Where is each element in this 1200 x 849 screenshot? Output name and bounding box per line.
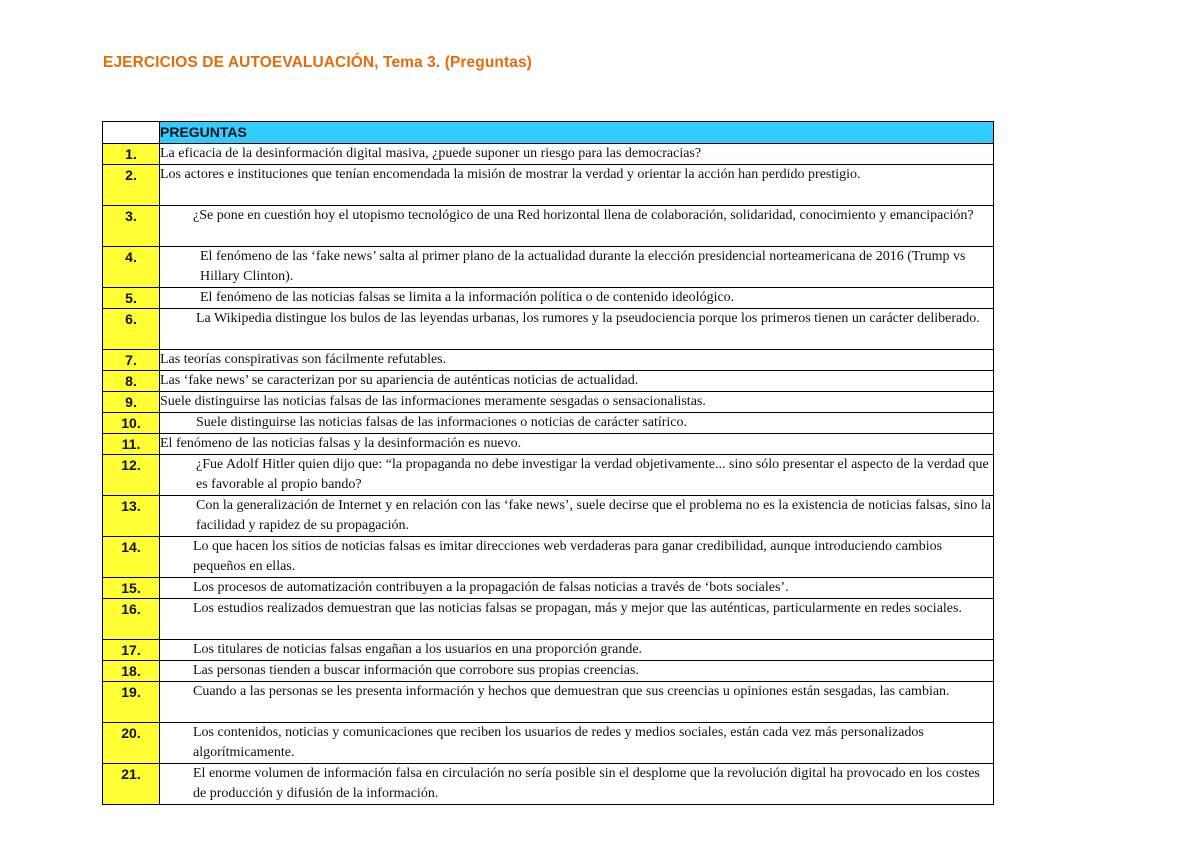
question-number: 5.	[103, 288, 160, 309]
question-text: ¿Fue Adolf Hitler quien dijo que: “la propaganda no debe investigar la verdad objetivamente... sino sólo presentar el aspecto de la verdad que es favorable al propio bando?	[160, 455, 994, 496]
question-number: 16.	[103, 599, 160, 640]
question-number: 8.	[103, 371, 160, 392]
question-text: La Wikipedia distingue los bulos de las leyendas urbanas, los rumores y la pseudociencia porque los primeros tienen un carácter deliberado.	[160, 309, 994, 350]
table-row	[103, 247, 994, 288]
question-number: 14.	[103, 537, 160, 578]
question-text: Los actores e instituciones que tenían encomendada la misión de mostrar la verdad y orientar la acción han perdido prestigio.	[160, 165, 994, 206]
table-row	[103, 434, 994, 455]
question-text: Suele distinguirse las noticias falsas de las informaciones o noticias de carácter satírico.	[160, 413, 994, 434]
table-row	[103, 309, 994, 350]
question-text: Lo que hacen los sitios de noticias falsas es imitar direcciones web verdaderas para ganar credibilidad, aunque introduciendo cambios pequeños en ellas.	[160, 537, 994, 578]
question-text: El fenómeno de las ‘fake news’ salta al primer plano de la actualidad durante la elección presidencial norteamericana de 2016 (Trump vs Hillary Clinton).	[160, 247, 994, 288]
table-row	[103, 371, 994, 392]
question-text: El fenómeno de las noticias falsas y la desinformación es nuevo.	[160, 434, 994, 455]
table-row	[103, 455, 994, 496]
question-number: 6.	[103, 309, 160, 350]
question-text: Las ‘fake news’ se caracterizan por su apariencia de auténticas noticias de actualidad.	[160, 371, 994, 392]
table-row	[103, 392, 994, 413]
question-text: Los contenidos, noticias y comunicaciones que reciben los usuarios de redes y medios sociales, están cada vez más personalizados algorítmicamente.	[160, 723, 994, 764]
question-text: ¿Se pone en cuestión hoy el utopismo tecnológico de una Red horizontal llena de colaboración, solidaridad, conocimiento y emancipación?	[160, 206, 994, 247]
table-row	[103, 144, 994, 165]
question-number: 21.	[103, 764, 160, 805]
question-text: Los estudios realizados demuestran que las noticias falsas se propagan, más y mejor que las auténticas, particularmente en redes sociales.	[160, 599, 994, 640]
question-number: 7.	[103, 350, 160, 371]
question-number: 13.	[103, 496, 160, 537]
question-number: 18.	[103, 661, 160, 682]
question-text: Los procesos de automatización contribuyen a la propagación de falsas noticias a través de ‘bots sociales’.	[160, 578, 994, 599]
question-text: El fenómeno de las noticias falsas se limita a la información política o de contenido ideológico.	[160, 288, 994, 309]
question-number: 2.	[103, 165, 160, 206]
table-row	[103, 640, 994, 661]
question-text: El enorme volumen de información falsa en circulación no sería posible sin el desplome que la revolución digital ha provocado en los costes de producción y difusión de la información.	[160, 764, 994, 805]
table-row	[103, 288, 994, 309]
question-text: Cuando a las personas se les presenta información y hechos que demuestran que sus creencias u opiniones están sesgadas, las cambian.	[160, 682, 994, 723]
page-title: EJERCICIOS DE AUTOEVALUACIÓN, Tema 3. (Preguntas)	[103, 54, 532, 71]
table-row	[103, 682, 994, 723]
table-row	[103, 599, 994, 640]
question-number: 12.	[103, 455, 160, 496]
question-number: 1.	[103, 144, 160, 165]
questions-table	[102, 121, 994, 805]
question-number: 19.	[103, 682, 160, 723]
table-header-row	[103, 122, 994, 144]
table-row	[103, 578, 994, 599]
table-row	[103, 413, 994, 434]
column-header-preguntas: PREGUNTAS	[160, 122, 994, 144]
question-text: Con la generalización de Internet y en relación con las ‘fake news’, suele decirse que el problema no es la existencia de noticias falsas, sino la facilidad y rapidez de su propagación.	[160, 496, 994, 537]
question-number: 20.	[103, 723, 160, 764]
header-blank-cell	[103, 122, 160, 144]
question-text: La eficacia de la desinformación digital masiva, ¿puede suponer un riesgo para las democracias?	[160, 144, 994, 165]
question-text: Las personas tienden a buscar información que corrobore sus propias creencias.	[160, 661, 994, 682]
table-row	[103, 537, 994, 578]
question-number: 17.	[103, 640, 160, 661]
table-row	[103, 661, 994, 682]
table-row	[103, 165, 994, 206]
question-text: Los titulares de noticias falsas engañan a los usuarios en una proporción grande.	[160, 640, 994, 661]
table-row	[103, 350, 994, 371]
question-text: Las teorías conspirativas son fácilmente refutables.	[160, 350, 994, 371]
table-row	[103, 764, 994, 805]
question-text: Suele distinguirse las noticias falsas de las informaciones meramente sesgadas o sensacionalistas.	[160, 392, 994, 413]
question-number: 11.	[103, 434, 160, 455]
question-number: 3.	[103, 206, 160, 247]
table-row	[103, 723, 994, 764]
question-number: 4.	[103, 247, 160, 288]
table-row	[103, 496, 994, 537]
table-row	[103, 206, 994, 247]
question-number: 10.	[103, 413, 160, 434]
question-number: 15.	[103, 578, 160, 599]
question-number: 9.	[103, 392, 160, 413]
